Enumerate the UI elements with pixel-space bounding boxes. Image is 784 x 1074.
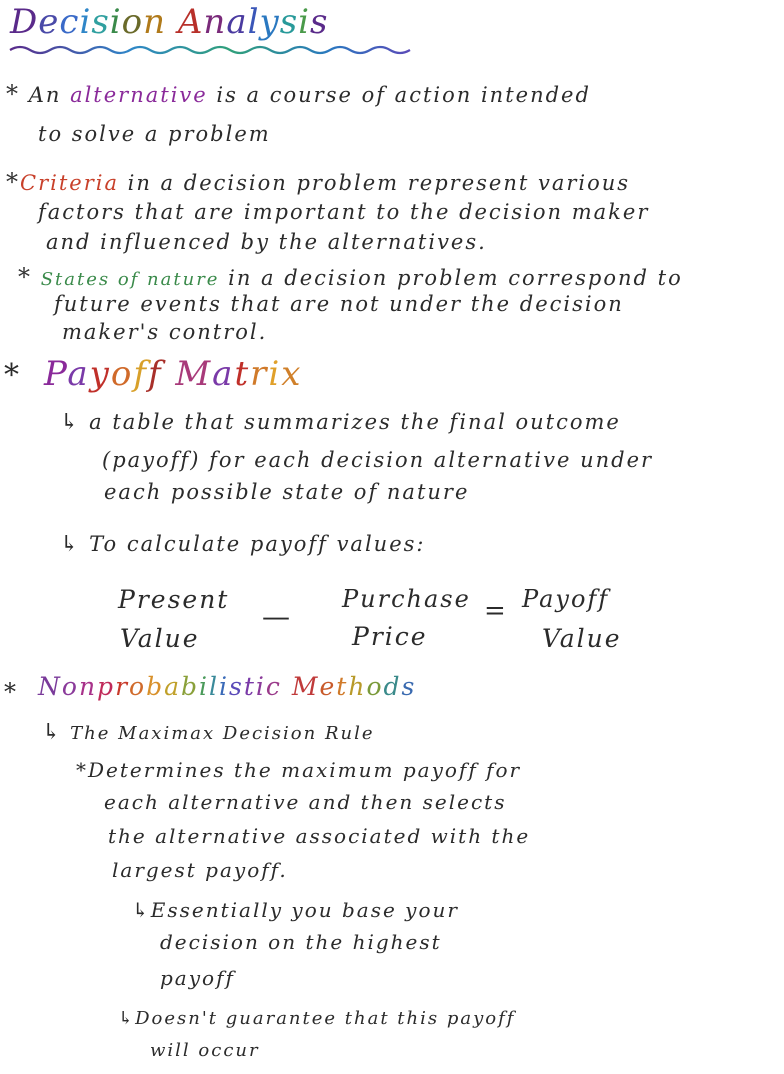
formula-price: Price (352, 622, 428, 651)
maximax-desc-line1: *Determines the maximum payoff for (76, 758, 522, 782)
arrow-icon: ↳ (42, 720, 63, 745)
bullet-criteria (6, 168, 630, 196)
payoff-heading-letter: P (44, 354, 68, 394)
nonprob-heading-letter: b (146, 672, 165, 701)
title-letter: D (10, 2, 39, 42)
essentially-line1: ↳Essentially you base your (132, 898, 459, 922)
nonprob-heading-letter: s (401, 672, 417, 701)
formula-present: Present (118, 585, 230, 614)
payoff-heading-letter: a (212, 354, 235, 394)
nonprob-heading-letter: N (38, 672, 62, 701)
payoff-heading-letter: f (147, 354, 163, 394)
payoff-heading-letter: a (67, 354, 90, 394)
title-letter: l (247, 2, 260, 42)
bullet-states-line3: maker's control. (62, 320, 268, 344)
nonprob-heading-letter: b (181, 672, 200, 701)
page-title (10, 2, 328, 42)
nonprobabilistic-heading (38, 672, 416, 701)
payoff-heading-letter (163, 354, 176, 394)
nonprob-heading-letter: s (229, 672, 244, 701)
payoff-heading-letter: f (133, 354, 148, 394)
bullet-text: in a decision problem represent various (118, 171, 631, 195)
nonprob-heading-letter: e (319, 672, 337, 701)
nonprob-heading-letter: t (336, 672, 349, 701)
payoff-heading-letter: y (89, 354, 111, 394)
nonprob-heading-letter: a (164, 672, 181, 701)
bullet-criteria-line3: and influenced by the alternatives. (46, 230, 487, 254)
bullet-alternative (6, 80, 591, 108)
formula-purchase: Purchase (342, 585, 471, 613)
essentially-line2: decision on the highest (160, 930, 442, 954)
bullet-text: in a decision problem correspond to (219, 266, 683, 290)
title-letter (166, 2, 178, 42)
payoff-heading-letter: r (250, 354, 269, 394)
nonprob-heading-letter: h (348, 672, 367, 701)
title-wavy-underline (8, 42, 418, 58)
title-letter: s (91, 2, 110, 42)
maximax-rule-text: The Maximax Decision Rule (70, 723, 375, 744)
nonprob-heading-letter: d (383, 672, 402, 701)
nonprob-heading-letter: t (243, 672, 256, 701)
payoff-heading-letter: t (234, 354, 251, 394)
title-letter: c (59, 2, 80, 42)
title-letter: n (203, 2, 227, 42)
arrow-icon: ↳ (60, 532, 81, 557)
bullet-criteria-line2: factors that are important to the decision maker (38, 200, 650, 224)
payoff-calc-text: To calculate payoff values: (89, 532, 426, 556)
formula-value-1: Value (120, 624, 200, 653)
nonprob-heading-letter: c (265, 672, 282, 701)
nonprob-heading-letter: o (61, 672, 79, 701)
bullet-alternative-line2: to solve a problem (38, 122, 271, 146)
asterisk-icon: * (6, 80, 20, 108)
nonprob-asterisk-icon: * (4, 678, 18, 706)
nonprob-heading-letter: i (219, 672, 230, 701)
nonprob-heading-letter: r (115, 672, 130, 701)
payoff-matrix-heading (44, 354, 302, 394)
keyword-criteria: Criteria (20, 171, 119, 195)
arrow-icon: ↳ (60, 410, 81, 435)
nonprob-heading-letter: i (255, 672, 266, 701)
keyword-states-of-nature: States of nature (40, 269, 220, 290)
formula-equals: = (484, 596, 506, 626)
nonprob-heading-letter: p (97, 672, 116, 701)
title-letter: i (298, 2, 311, 42)
formula-minus: — (262, 600, 290, 633)
title-letter: i (109, 2, 122, 42)
title-letter: o (121, 2, 144, 42)
nonprob-heading-letter: o (366, 672, 384, 701)
payoff-definition-line1 (60, 410, 621, 435)
title-letter: i (79, 2, 92, 42)
title-letter: y (259, 2, 280, 42)
maximax-rule-line (42, 720, 375, 745)
maximax-desc-line2: each alternative and then selects (104, 790, 507, 814)
bullet-text: is a course of action intended (207, 83, 591, 107)
payoff-calc-line (60, 532, 425, 557)
title-letter: a (226, 2, 248, 42)
nonprob-heading-letter: M (291, 672, 320, 701)
title-letter: n (143, 2, 167, 42)
formula-value-2: Value (542, 624, 622, 653)
bullet-states-of-nature (18, 263, 683, 291)
payoff-heading-letter: i (268, 354, 282, 394)
title-letter: s (310, 2, 329, 42)
bullet-states-line2: future events that are not under the decision (54, 292, 624, 316)
title-letter: A (177, 2, 204, 42)
guarantee-line2: will occur (150, 1040, 260, 1061)
payoff-definition-line3: each possible state of nature (104, 480, 470, 504)
maximax-desc-line4: largest payoff. (112, 858, 288, 882)
formula-payoff: Payoff (522, 585, 610, 613)
payoff-heading-letter: M (175, 354, 213, 394)
nonprob-heading-letter: i (199, 672, 210, 701)
nonprob-heading-letter: n (78, 672, 98, 701)
nonprob-heading-letter: o (129, 672, 147, 701)
maximax-desc-line3: the alternative associated with the (108, 824, 531, 848)
payoff-asterisk-icon: * (4, 358, 21, 393)
payoff-definition-line2: (payoff) for each decision alternative under (102, 448, 654, 472)
nonprob-heading-letter: l (209, 672, 220, 701)
asterisk-icon: * (18, 263, 32, 291)
guarantee-line1: ↳Doesn't guarantee that this payoff (118, 1008, 516, 1029)
payoff-def-text: a table that summarizes the final outcome (89, 410, 621, 434)
payoff-heading-letter: x (281, 354, 303, 394)
keyword-alternative: alternative (70, 83, 208, 107)
nonprob-heading-letter (282, 672, 292, 701)
bullet-text-before: An (28, 83, 71, 107)
payoff-heading-letter: o (110, 354, 134, 394)
asterisk-icon: * (6, 168, 20, 196)
title-letter: e (38, 2, 60, 42)
title-letter: s (279, 2, 299, 42)
essentially-line3: payoff (160, 966, 235, 990)
